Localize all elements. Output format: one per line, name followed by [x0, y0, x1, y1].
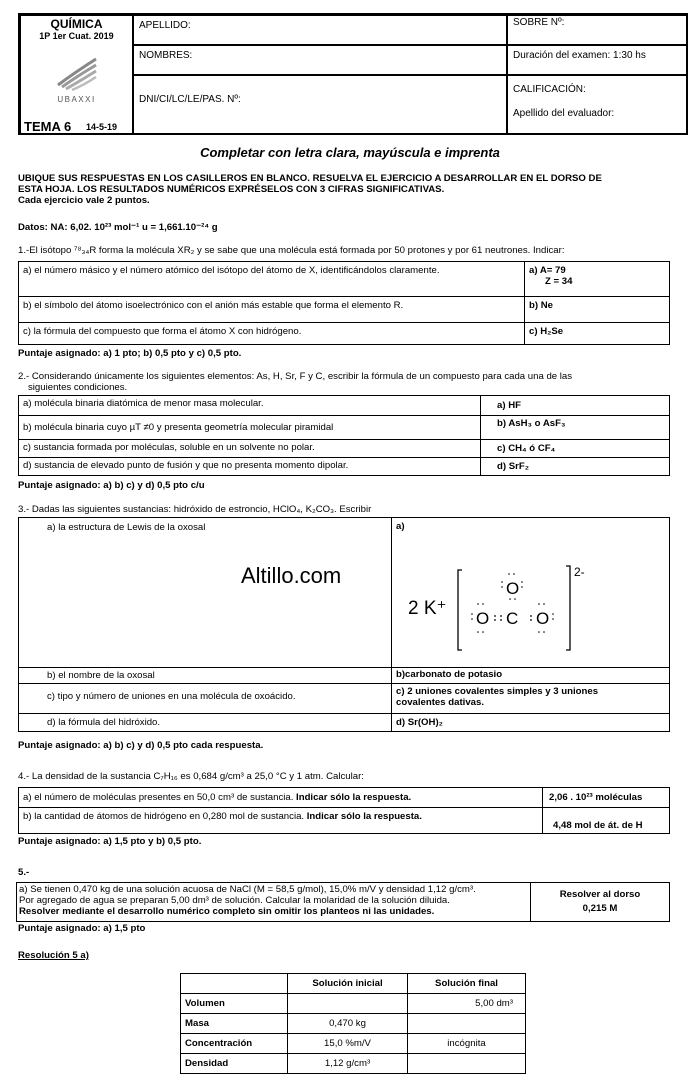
res-cell: 5,00 dm³: [408, 994, 526, 1014]
q2-table: [18, 395, 670, 476]
q5-table: [16, 882, 670, 922]
res-cell: 1,12 g/cm³: [288, 1054, 408, 1074]
oxygen-top: O: [506, 579, 520, 598]
table-row: [19, 788, 670, 808]
res-cell: [408, 1054, 526, 1074]
q1-c-answer[interactable]: c) H₂Se: [525, 323, 670, 345]
q5-text-line2: Por agregado de agua se preparan 5,00 dm³ de solución. Calcular la molaridad de la solución diluida.: [19, 895, 450, 906]
q3-a-question: a) la estructura de Lewis de la oxosal: [47, 522, 206, 533]
res-cell: 15,0 %m/V: [288, 1034, 408, 1054]
table-row: [19, 416, 670, 440]
table-row: [19, 714, 670, 732]
table-row: [19, 808, 670, 834]
res-cell: [288, 994, 408, 1014]
instructions-line-3: Cada ejercicio vale 2 puntos.: [18, 195, 150, 206]
q5-puntaje: Puntaje asignado: a) 1,5 pto: [18, 923, 146, 934]
table-row: [17, 883, 670, 922]
q5-number: 5.-: [18, 867, 30, 878]
q4-a-question-bold: Indicar sólo la respuesta.: [296, 792, 412, 803]
q3-c-question: c) tipo y número de uniones en una molécula de oxoácido.: [19, 684, 392, 714]
q2-c-question: c) sustancia formada por moléculas, soluble en un solvente no polar.: [19, 440, 481, 458]
res-cell: 0,470 kg: [288, 1014, 408, 1034]
q4-b-answer[interactable]: 4,48 mol de át. de H: [543, 808, 670, 834]
q4-prompt: 4.- La densidad de la sustancia C₇H₁₆ es 0,684 g/cm³ a 25,0 °C y 1 atm. Calcular:: [18, 771, 364, 782]
q3-table: [18, 517, 670, 732]
q1-b-answer[interactable]: b) Ne: [525, 297, 670, 323]
q3-c-answer[interactable]: [392, 684, 670, 714]
exam-date: 14-5-19: [86, 122, 118, 132]
q5-answer-label: Resolver al dorso: [559, 889, 641, 900]
q4-puntaje: Puntaje asignado: a) 1,5 pto y b) 0,5 pto.: [18, 836, 202, 847]
q5-text-line1: a) Se tienen 0,470 kg de una solución acuosa de NaCl (M = 58,5 g/mol), 15,0% m/V y densidad 1,12 g/cm³.: [19, 884, 476, 895]
oxygen-left: O: [476, 609, 490, 628]
apellido-label: APELLIDO:: [139, 20, 191, 31]
instructions: [18, 173, 688, 206]
sobre-label: SOBRE Nº:: [513, 17, 565, 28]
q2-c-answer[interactable]: c) CH₄ ó CF₄: [481, 440, 670, 458]
cation-label: 2 K⁺: [408, 598, 447, 619]
q1-b-question: b) el símbolo del átomo isoelectrónico con el anión más estable que forma el elemento R.: [19, 297, 525, 323]
right-bracket: [566, 566, 570, 650]
table-row: [181, 1014, 526, 1034]
q3-a-answer[interactable]: [392, 518, 670, 668]
q3-c-answer-line1: c) 2 uniones covalentes simples y 3 uniones: [396, 686, 599, 697]
evaluador-label: Apellido del evaluador:: [513, 108, 615, 119]
q2-a-question: a) molécula binaria diatómica de menor masa molecular.: [19, 396, 481, 416]
table-row: [181, 994, 526, 1014]
q2-prompt-line2: siguientes condiciones.: [28, 382, 128, 393]
nombres-label: NOMBRES:: [139, 50, 193, 61]
left-bracket: [458, 570, 462, 650]
lewis-structure: [396, 542, 666, 662]
q3-b-answer[interactable]: b)carbonato de potasio: [392, 668, 670, 684]
table-row: [19, 396, 670, 416]
q3-prompt: 3.- Dadas las siguientes sustancias: hidróxido de estroncio, HClO₄, K₂CO₃. Escribir: [18, 504, 372, 515]
ubaxxi-logo-icon: [56, 55, 98, 94]
res-row-label: Concentración: [181, 1034, 288, 1054]
table-row: [19, 518, 670, 668]
q3-a-answer-label: a): [396, 521, 405, 532]
subject: QUÍMICA: [50, 17, 103, 31]
q1-a-answer[interactable]: [525, 262, 670, 297]
q5-text-line3: Resolver mediante el desarrollo numérico completo sin omitir los planteos ni las unidades.: [19, 906, 435, 917]
table-row: [19, 440, 670, 458]
calificacion-label: CALIFICACIÓN:: [513, 84, 586, 95]
q4-a-question-text: a) el número de moléculas presentes en 50,0 cm³ de sustancia.: [23, 792, 294, 803]
q1-a-answer-line1: a) A= 79: [529, 265, 566, 276]
q4-b-question-text: b) la cantidad de átomos de hidrógeno en 0,280 mol de sustancia.: [23, 811, 305, 822]
q4-a-answer[interactable]: 2,06 . 10²³ moléculas: [543, 788, 670, 808]
q5-question: [17, 883, 531, 922]
q1-a-answer-line2: Z = 34: [545, 276, 573, 287]
q2-d-answer[interactable]: d) SrF₂: [481, 458, 670, 476]
q4-b-question: [19, 808, 543, 834]
q3-puntaje: Puntaje asignado: a) b) c) y d) 0,5 pto cada respuesta.: [18, 740, 264, 751]
q2-prompt-line1: 2.- Considerando únicamente los siguientes elementos: As, H, Sr, F y C, escribir la fórmula de un compuesto para cada una de las: [18, 371, 573, 382]
q1-table: [18, 261, 670, 345]
table-row: [181, 974, 526, 994]
table-row: [19, 323, 670, 345]
table-row: [181, 1034, 526, 1054]
exam-header: [18, 13, 688, 135]
q3-b-question: b) el nombre de la oxosal: [19, 668, 392, 684]
instructions-line-2: ESTA HOJA. LOS RESULTADOS NUMÉRICOS EXPRÉSELOS CON 3 CIFRAS SIGNIFICATIVAS.: [18, 184, 445, 195]
q2-prompt: [18, 371, 688, 393]
q4-b-question-bold: Indicar sólo la respuesta.: [306, 811, 422, 822]
resolucion-title: Resolución 5 a): [18, 950, 89, 961]
q2-b-question: b) molécula binaria cuyo µT ≠0 y presenta geometría molecular piramidal: [19, 416, 481, 440]
dni-field[interactable]: [133, 75, 507, 135]
table-row: [19, 668, 670, 684]
q4-table: [18, 787, 670, 834]
res-cell: incógnita: [408, 1034, 526, 1054]
datos: Datos: NA: 6,02. 10²³ mol⁻¹ u = 1,661.10⁻²⁴ g: [18, 222, 218, 233]
q3-d-question: d) la fórmula del hidróxido.: [19, 714, 392, 732]
q2-b-answer[interactable]: b) AsH₃ o AsF₃: [481, 416, 670, 440]
res-cell: [408, 1014, 526, 1034]
res-row-label: Densidad: [181, 1054, 288, 1074]
carbon: C: [506, 609, 519, 628]
q3-c-answer-line2: covalentes dativas.: [396, 697, 484, 708]
q3-a-question-cell: [19, 518, 392, 668]
logo-text: UBAXXI: [57, 95, 96, 104]
duracion-label: Duración del examen: 1:30 hs: [513, 50, 646, 61]
q1-c-question: c) la fórmula del compuesto que forma el átomo X con hidrógeno.: [19, 323, 525, 345]
q1-prompt: 1.-El isótopo ⁷⁸₃₄R forma la molécula XR₂ y se sabe que una molécula está formada por 50 protones y por 61 neutrones. Indicar:: [18, 245, 565, 256]
table-row: [19, 262, 670, 297]
resolucion-table: [180, 973, 526, 1074]
res-header-2: Solución final: [408, 974, 526, 994]
q1-puntaje: Puntaje asignado: a) 1 pto; b) 0,5 pto y c) 0,5 pto.: [18, 348, 242, 359]
table-row: [19, 684, 670, 714]
oxygen-right: O: [536, 609, 550, 628]
res-row-label: Masa: [181, 1014, 288, 1034]
q1-a-question: a) el número másico y el número atómico del isótopo del átomo de X, identificándolos claramente.: [19, 262, 525, 297]
table-row: [19, 458, 670, 476]
res-header-0: [181, 974, 288, 994]
table-row: [19, 297, 670, 323]
table-row: [181, 1054, 526, 1074]
q5-answer-value: 0,215 M: [582, 903, 618, 914]
q2-a-answer[interactable]: a) HF: [481, 396, 670, 416]
res-row-label: Volumen: [181, 994, 288, 1014]
watermark: Altillo.com: [241, 563, 342, 588]
course: 1P 1er Cuat. 2019: [39, 31, 114, 41]
charge-label: 2-: [574, 565, 585, 579]
tema: TEMA 6: [24, 119, 72, 134]
q2-puntaje: Puntaje asignado: a) b) c) y d) 0,5 pto c/u: [18, 480, 205, 491]
instructions-line-1: UBIQUE SUS RESPUESTAS EN LOS CASILLEROS EN BLANCO. RESUELVA EL EJERCICIO A DESARROLLAR EN EL DORSO DE: [18, 173, 602, 184]
dni-label: DNI/CI/LC/LE/PAS. Nº:: [139, 94, 241, 105]
q5-answer[interactable]: [531, 883, 670, 922]
q2-d-question: d) sustancia de elevado punto de fusión y que no presenta momento dipolar.: [19, 458, 481, 476]
res-header-1: Solución inicial: [288, 974, 408, 994]
q3-d-answer[interactable]: d) Sr(OH)₂: [392, 714, 670, 732]
page-title: Completar con letra clara, mayúscula e imprenta: [200, 145, 500, 160]
q4-a-question: [19, 788, 543, 808]
